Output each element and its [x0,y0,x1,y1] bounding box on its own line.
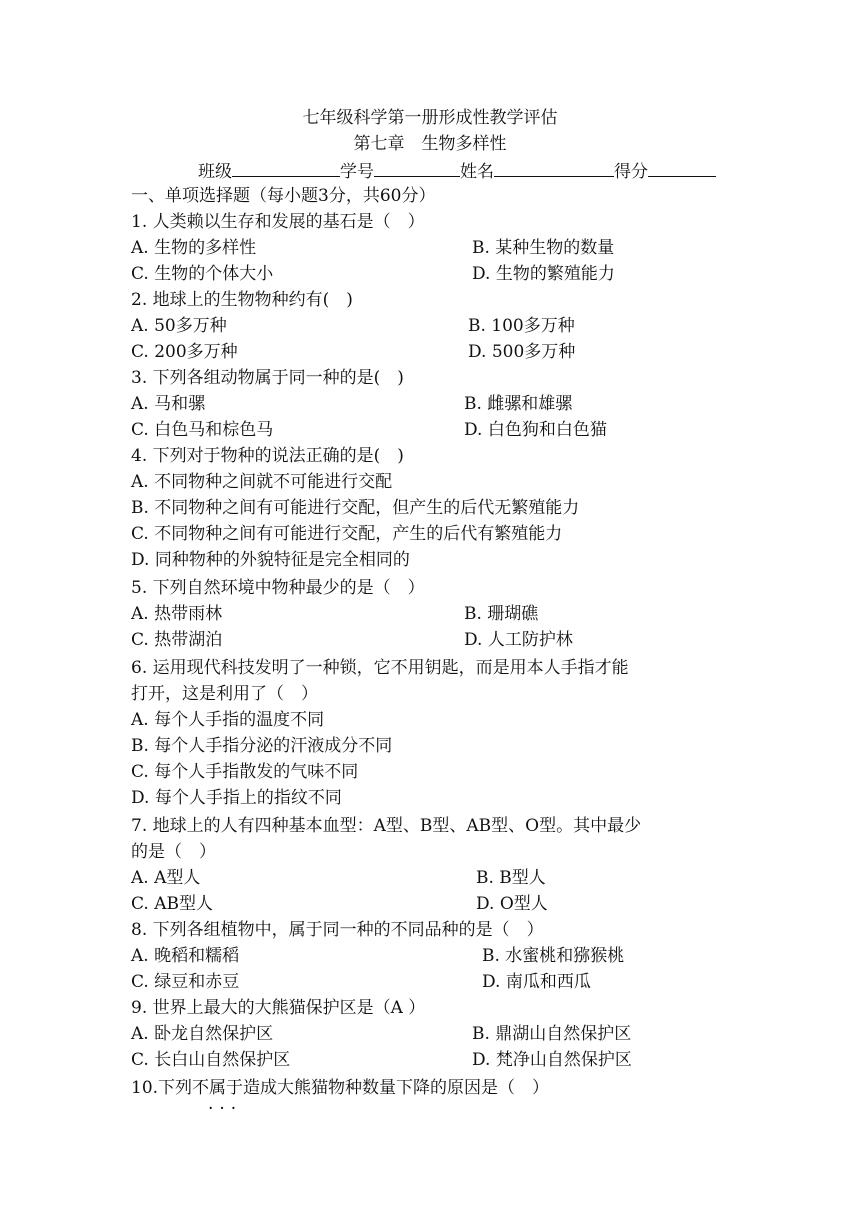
q2-option-b: B. 100多万种 [468,316,575,336]
question-7-continued: 的是（ ） [131,842,216,862]
q6-option-c: C. 每个人手指散发的气味不同 [131,762,359,782]
q7-option-b: B. B型人 [476,868,546,888]
question-1: 1. 人类赖以生存和发展的基石是（ ） [131,212,425,232]
class-blank[interactable] [232,158,340,177]
q6-option-d: D. 每个人手指上的指纹不同 [131,788,342,808]
question-9: 9. 世界上最大的大熊猫保护区是（A ） [131,998,426,1018]
q1-option-d: D. 生物的繁殖能力 [472,264,615,284]
q2-option-d: D. 500多万种 [468,342,576,362]
q3-option-c: C. 白色马和棕色马 [131,420,274,440]
chapter-title: 第七章 生物多样性 [353,134,507,154]
q1-option-b: B. 某种生物的数量 [472,238,615,258]
question-7: 7. 地球上的人有四种基本血型：A型、B型、AB型、O型。其中最少 [131,816,642,836]
question-2: 2. 地球上的生物物种约有( ) [131,290,353,310]
q1-option-a: A. 生物的多样性 [131,238,257,258]
id-label: 学号 [340,162,374,182]
q3-option-a: A. 马和骡 [131,394,206,414]
question-10: 10.下列不属于造成大熊猫物种数量下降的原因是（ ） [131,1078,550,1098]
q7-option-c: C. AB型人 [131,894,213,914]
q9-option-c: C. 长白山自然保护区 [131,1050,291,1070]
id-blank[interactable] [374,158,460,177]
class-label: 班级 [198,162,232,182]
q9-option-d: D. 梵净山自然保护区 [472,1050,632,1070]
question-8: 8. 下列各组植物中，属于同一种的不同品种的是（ ） [131,920,544,940]
q9-option-b: B. 鼎湖山自然保护区 [472,1024,632,1044]
q4-option-a: A. 不同物种之间就不可能进行交配 [131,472,393,492]
q6-option-a: A. 每个人手指的温度不同 [131,710,325,730]
name-blank[interactable] [494,158,614,177]
student-info-row [198,158,716,184]
question-6-continued: 打开，这是利用了（ ） [131,684,318,704]
q3-option-d: D. 白色狗和白色猫 [464,420,607,440]
q8-option-c: C. 绿豆和赤豆 [131,972,240,992]
q5-option-d: D. 人工防护林 [464,630,573,650]
name-label: 姓名 [460,162,494,182]
q7-option-a: A. A型人 [131,868,201,888]
q6-option-b: B. 每个人手指分泌的汗液成分不同 [131,736,393,756]
q2-option-c: C. 200多万种 [131,342,238,362]
q8-option-a: A. 晚稻和糯稻 [131,946,240,966]
question-6: 6. 运用现代科技发明了一种锁，它不用钥匙，而是用本人手指才能 [131,658,629,678]
emphasis-dots: ··· [208,1099,243,1119]
q5-option-c: C. 热带湖泊 [131,630,223,650]
question-5: 5. 下列自然环境中物种最少的是（ ） [131,578,425,598]
q1-option-c: C. 生物的个体大小 [131,264,274,284]
q5-option-a: A. 热带雨林 [131,604,223,624]
q4-option-d: D. 同种物种的外貌特征是完全相同的 [131,550,410,570]
q5-option-b: B. 珊瑚礁 [464,604,539,624]
score-blank[interactable] [648,158,716,177]
question-4: 4. 下列对于物种的说法正确的是( ) [131,446,404,466]
score-label: 得分 [614,162,648,182]
q8-option-b: B. 水蜜桃和猕猴桃 [482,946,625,966]
section-heading: 一、单项选择题（每小题3分，共60分） [131,186,436,206]
q3-option-b: B. 雌骡和雄骡 [464,394,573,414]
q8-option-d: D. 南瓜和西瓜 [482,972,591,992]
question-3: 3. 下列各组动物属于同一种的是( ) [131,368,404,388]
q9-option-a: A. 卧龙自然保护区 [131,1024,274,1044]
q4-option-b: B. 不同物种之间有可能进行交配，但产生的后代无繁殖能力 [131,498,580,518]
q2-option-a: A. 50多万种 [131,316,227,336]
q4-option-c: C. 不同物种之间有可能进行交配，产生的后代有繁殖能力 [131,524,563,544]
page-title: 七年级科学第一册形成性教学评估 [302,108,558,128]
q7-option-d: D. O型人 [476,894,548,914]
